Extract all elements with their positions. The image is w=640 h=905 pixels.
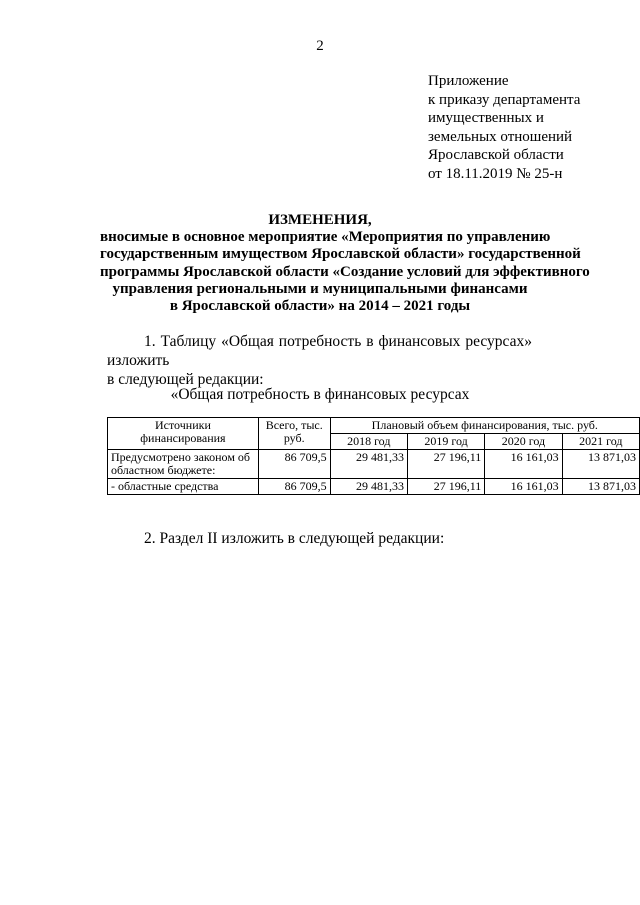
document-heading bbox=[100, 212, 590, 315]
row-total: 86 709,5 bbox=[258, 450, 330, 479]
row-value: 13 871,03 bbox=[562, 450, 639, 479]
appendix-line: имущественных и bbox=[428, 110, 544, 127]
financing-table bbox=[107, 417, 640, 495]
paragraph-2: 2. Раздел II изложить в следующей редакции: bbox=[144, 530, 445, 547]
heading-line: вносимые в основное мероприятие «Мероприятия по управлению bbox=[100, 229, 551, 246]
row-value: 29 481,33 bbox=[330, 450, 407, 479]
header-planned: Плановый объем финансирования, тыс. руб. bbox=[330, 418, 639, 434]
appendix-line: Ярославской области bbox=[428, 147, 564, 164]
header-source: Источники финансирования bbox=[108, 418, 259, 450]
heading-line: программы Ярославской области «Создание условий для эффективного bbox=[100, 263, 590, 280]
paragraph-1 bbox=[107, 332, 532, 389]
appendix-line: к приказу департамента bbox=[428, 91, 581, 108]
header-year: 2021 год bbox=[562, 434, 639, 450]
heading-title: ИЗМЕНЕНИЯ, bbox=[268, 212, 372, 228]
row-value: 27 196,11 bbox=[407, 450, 484, 479]
appendix-block bbox=[428, 72, 580, 184]
row-value: 27 196,11 bbox=[407, 479, 484, 495]
heading-line: управления региональными и муниципальными финансами bbox=[112, 280, 528, 297]
row-value: 16 161,03 bbox=[485, 450, 562, 479]
header-year: 2020 год bbox=[485, 434, 562, 450]
table-header-row bbox=[108, 418, 640, 434]
appendix-line: земельных отношений bbox=[428, 128, 573, 145]
heading-line: в Ярославской области» на 2014 – 2021 годы bbox=[169, 298, 471, 315]
paragraph-1-line-1: 1. Таблицу «Общая потребность в финансовых ресурсах» изложить bbox=[107, 333, 532, 369]
header-year: 2018 год bbox=[330, 434, 407, 450]
row-value: 13 871,03 bbox=[562, 479, 639, 495]
row-value: 29 481,33 bbox=[330, 479, 407, 495]
appendix-line: от 18.11.2019 № 25-н bbox=[428, 165, 563, 182]
header-total: Всего, тыс. руб. bbox=[258, 418, 330, 450]
table-row bbox=[108, 450, 640, 479]
table-caption: «Общая потребность в финансовых ресурсах bbox=[170, 386, 470, 403]
paragraph-1-line-2: в следующей редакции: bbox=[107, 371, 264, 388]
heading-line: государственным имуществом Ярославской области» государственной bbox=[100, 246, 581, 263]
table-row bbox=[108, 479, 640, 495]
header-year: 2019 год bbox=[407, 434, 484, 450]
row-value: 16 161,03 bbox=[485, 479, 562, 495]
page-number: 2 bbox=[316, 38, 324, 54]
appendix-line: Приложение bbox=[428, 73, 509, 89]
row-source: Предусмотрено законом об областном бюджете: bbox=[108, 450, 259, 479]
row-total: 86 709,5 bbox=[258, 479, 330, 495]
row-source: - областные средства bbox=[108, 479, 259, 495]
